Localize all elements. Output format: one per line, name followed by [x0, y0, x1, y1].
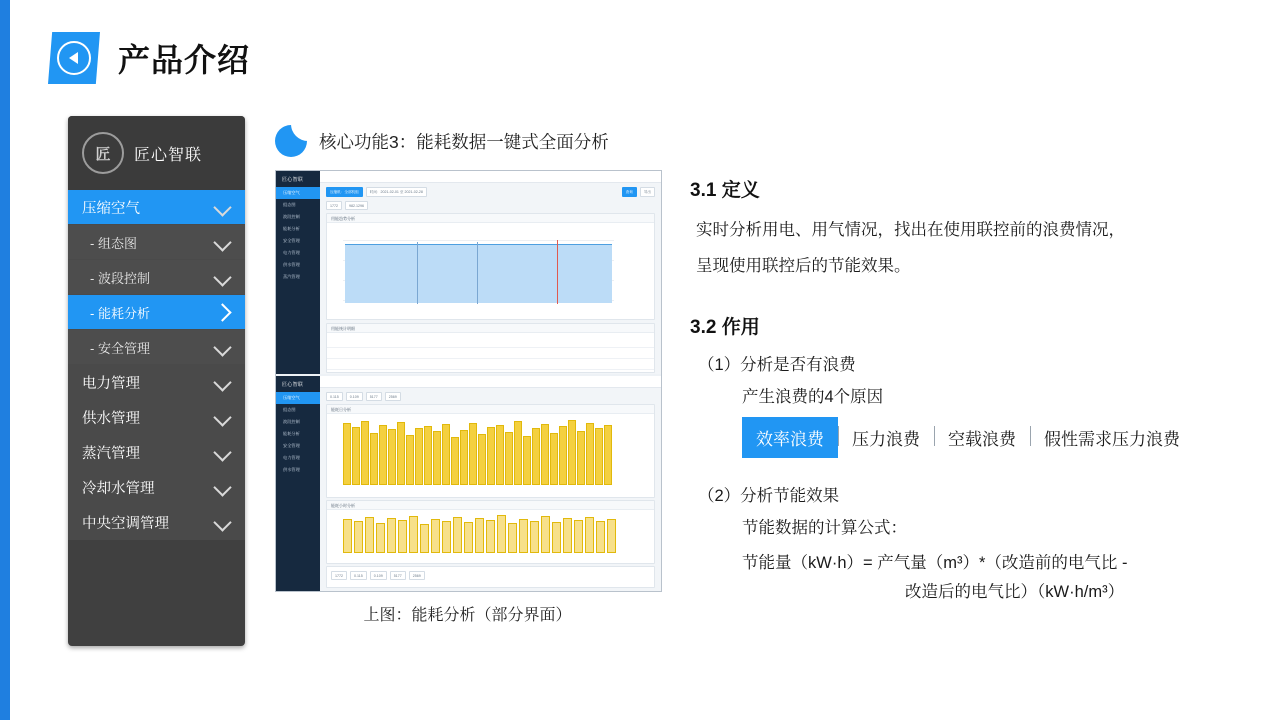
waste-reason-efficiency[interactable]: 效率浪费	[742, 417, 838, 458]
sidebar-item-power-management[interactable]	[68, 365, 245, 400]
metric-chip: 1772	[326, 201, 342, 210]
trend-chart-card	[326, 213, 655, 320]
section-2-item-2-sub: 节能数据的计算公式：	[742, 519, 907, 537]
content-column	[690, 175, 1235, 602]
screenshot-brand: 匠心智联	[282, 382, 304, 388]
card-title: 用能统计明细	[327, 324, 654, 333]
metric-chip: 0.109	[370, 571, 387, 580]
formula-line-2: 改造后的电气比）（kW·h/m³）	[905, 583, 1125, 601]
sidebar-item-label: - 能耗分析	[90, 305, 150, 321]
metric-chip: 2569	[385, 392, 401, 401]
play-triangle-icon	[48, 32, 100, 84]
sidebar-item-compressed-air[interactable]	[68, 190, 245, 225]
daily-bar-chart-card	[326, 404, 655, 498]
screenshot-sidebar-item[interactable]: 能耗分析	[283, 226, 300, 231]
export-button[interactable]: 导出	[640, 187, 655, 197]
chevron-down-icon	[213, 338, 231, 356]
screenshot-caption: 上图：能耗分析（部分界面）	[363, 607, 572, 624]
chevron-down-icon	[213, 373, 231, 391]
sidebar-item-label: 冷却水管理	[82, 480, 155, 497]
card-title: 能耗小时分析	[327, 501, 654, 510]
metric-chip: 5177	[390, 571, 406, 580]
screenshot-sidebar-item[interactable]: 波段控制	[283, 419, 300, 424]
screenshot-topbar	[320, 376, 661, 388]
screenshot-sidebar-item[interactable]: 蒸汽管理	[283, 274, 300, 279]
waste-reason-false-demand[interactable]: 假性需求压力浪费	[1030, 417, 1194, 458]
brand-logo-icon: 匠	[82, 132, 124, 174]
screenshot-filter-bar	[326, 187, 427, 197]
section-2-title: 3.2 作用	[690, 317, 760, 338]
formula-line-1: 节能量（kW·h）= 产气量（m³）*（改造前的电气比 -	[742, 554, 1128, 572]
sidebar-item-steam-management[interactable]	[68, 435, 245, 470]
nav-panel-mock	[68, 116, 245, 646]
screenshot-sidebar-item[interactable]: 波段控制	[283, 214, 300, 219]
screenshot-pane-top	[276, 171, 661, 374]
brand-name: 匠心智联	[134, 146, 203, 164]
pie-chart-icon	[275, 125, 307, 157]
screenshot-sidebar	[276, 376, 320, 591]
screenshot-sidebar-item[interactable]: 压缩空气	[276, 392, 320, 404]
screenshot-sidebar	[276, 171, 320, 374]
screenshot-sidebar-item[interactable]: 电力管理	[283, 455, 300, 460]
sidebar-item-energy-analysis[interactable]	[68, 295, 245, 330]
sidebar-item-label: 中央空调管理	[82, 515, 169, 532]
chevron-down-icon	[213, 408, 231, 426]
energy-analysis-screenshot	[275, 170, 662, 592]
feature-heading-label: 核心功能3：能耗数据一键式全面分析	[319, 131, 609, 152]
section-2-item-1: （1）分析是否有浪费	[698, 356, 856, 374]
screenshot-pane-bottom	[276, 376, 661, 591]
metric-chip: 982.1296	[345, 201, 368, 210]
chevron-down-icon	[213, 198, 231, 216]
filter-chip[interactable]: 时间：2021-02-01 至 2021-02-28	[366, 187, 427, 197]
screenshot-action-bar	[622, 187, 655, 197]
screenshot-topbar	[320, 171, 661, 183]
chevron-down-icon	[213, 268, 231, 286]
left-accent-bar	[0, 0, 10, 720]
daily-bars	[343, 417, 646, 485]
table-row	[327, 358, 654, 370]
slide-header	[48, 32, 250, 84]
section-1-line-2: 呈现使用联控后的节能效果。	[696, 257, 911, 275]
filter-chip[interactable]: 压缩机：全部机组	[326, 187, 363, 197]
sidebar-item-label: - 波段控制	[90, 270, 150, 286]
chevron-down-icon	[213, 513, 231, 531]
hourly-bar-chart-card	[326, 500, 655, 564]
section-1-line-1: 实时分析用电、用气情况，找出在使用联控前的浪费情况，	[696, 221, 1125, 239]
sidebar-item-label: - 组态图	[90, 235, 137, 251]
sidebar-item-cooling-water[interactable]	[68, 470, 245, 505]
metric-chip: 0.115	[350, 571, 367, 580]
screenshot-sidebar-item[interactable]: 组态图	[283, 202, 296, 207]
screenshot-sidebar-item[interactable]: 能耗分析	[283, 431, 300, 436]
summary-strip	[326, 566, 655, 588]
trend-area-series	[345, 244, 612, 303]
section-2-item-2: （2）分析节能效果	[698, 487, 840, 505]
screenshot-brand: 匠心智联	[282, 177, 304, 183]
sidebar-item-label: 蒸汽管理	[82, 445, 140, 462]
chevron-down-icon	[213, 233, 231, 251]
feature-heading	[275, 125, 609, 157]
sidebar-item-central-ac[interactable]	[68, 505, 245, 540]
waste-reason-idle[interactable]: 空载浪费	[934, 417, 1030, 458]
section-1-title: 3.1 定义	[690, 180, 760, 201]
nav-logo-row	[68, 116, 245, 190]
screenshot-sidebar-item[interactable]: 供水管理	[283, 262, 300, 267]
card-title: 用能趋势分析	[327, 214, 654, 223]
screenshot-sidebar-item[interactable]: 安全管理	[283, 238, 300, 243]
waste-reason-pressure[interactable]: 压力浪费	[838, 417, 934, 458]
metric-chip: 0.115	[326, 392, 343, 401]
detail-table-card	[326, 323, 655, 373]
section-2-item-1-sub: 产生浪费的4个原因	[742, 388, 884, 406]
screenshot-sidebar-item[interactable]: 供水管理	[283, 467, 300, 472]
sidebar-item-label: 供水管理	[82, 410, 140, 427]
sidebar-item-label: - 安全管理	[90, 340, 150, 356]
sidebar-item-label: 压缩空气	[82, 200, 140, 217]
chevron-right-icon	[213, 303, 231, 321]
screenshot-metric-bar	[326, 392, 401, 401]
sidebar-item-band-control[interactable]	[68, 260, 245, 295]
query-button[interactable]: 查询	[622, 187, 637, 197]
metric-chip: 1772	[331, 571, 347, 580]
waste-reason-group	[742, 417, 1235, 458]
hourly-bars	[343, 513, 646, 553]
sidebar-item-scheme-diagram[interactable]	[68, 225, 245, 260]
sidebar-item-label: 电力管理	[82, 375, 140, 392]
card-title: 能耗日分析	[327, 405, 654, 414]
screenshot-sidebar-item[interactable]: 电力管理	[283, 250, 300, 255]
page-title: 产品介绍	[118, 42, 251, 78]
chevron-down-icon	[213, 443, 231, 461]
screenshot-metric-bar	[326, 201, 368, 210]
sidebar-item-safety-management[interactable]	[68, 330, 245, 365]
screenshot-sidebar-item[interactable]: 组态图	[283, 407, 296, 412]
screenshot-sidebar-item[interactable]: 安全管理	[283, 443, 300, 448]
sidebar-item-water-supply[interactable]	[68, 400, 245, 435]
metric-chip: 0.109	[346, 392, 363, 401]
chevron-down-icon	[213, 478, 231, 496]
metric-chip: 5177	[366, 392, 382, 401]
screenshot-sidebar-item[interactable]: 压缩空气	[276, 187, 320, 199]
metric-chip: 2569	[409, 571, 425, 580]
